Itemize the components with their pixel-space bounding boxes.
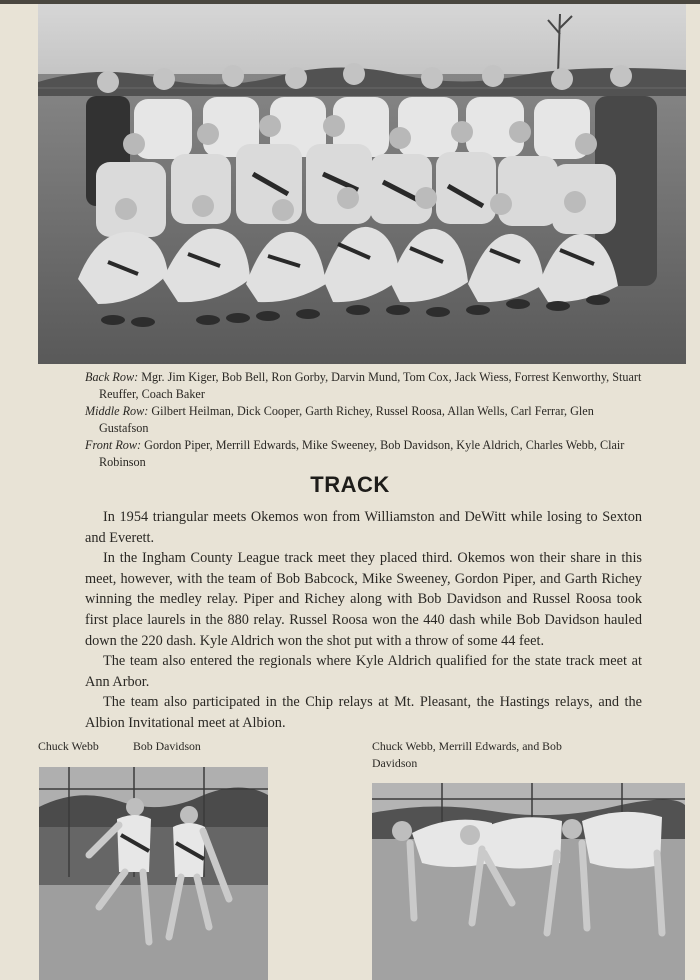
front-row-label: Front Row:	[85, 438, 142, 452]
paragraph-1: In 1954 triangular meets Okemos won from Williamston and DeWitt while losing to Sexton and Everett.	[85, 509, 642, 546]
caption-bob-davidson: Bob Davidson	[133, 739, 201, 753]
page-title: TRACK	[310, 472, 390, 497]
caption-front-row	[85, 437, 645, 471]
caption-three-runners: Chuck Webb, Merrill Edwards, and Bob Davidson	[372, 739, 562, 770]
caption-back-row	[85, 369, 645, 403]
photo-webb-davidson	[39, 767, 268, 980]
photo-webb-edwards-davidson	[372, 783, 685, 980]
team-photo	[38, 4, 686, 364]
team-photo-captions	[85, 369, 645, 471]
paragraph-2: In the Ingham County League track meet they placed third. Okemos won their share in this meet, however, with the team of Bob Babcock, Mike Sweeney, Gordon Piper, and Garth Richey winning the medley relay. Piper and Richey along with Bob Davidson and Russel Roosa took first place laurels in the 880 relay. Russel Roosa won the 440 dash while Bob Davidson hauled down the 220 dash. Kyle Aldrich won the shot put with a throw of some 44 feet.	[85, 550, 642, 649]
front-row-names: Gordon Piper, Merrill Edwards, Mike Sweeney, Bob Davidson, Kyle Aldrich, Charles Webb, Clair Robinson	[99, 438, 625, 469]
middle-row-names: Gilbert Heilman, Dick Cooper, Garth Richey, Russel Roosa, Allan Wells, Carl Ferrar, Glen Gustafson	[99, 404, 594, 435]
start-illustration	[372, 783, 685, 980]
caption-middle-row	[85, 403, 645, 437]
runners-illustration	[39, 767, 268, 980]
caption-chuck-webb: Chuck Webb	[38, 739, 99, 753]
paragraph-4: The team also participated in the Chip relays at Mt. Pleasant, the Hastings relays, and the Albion Invitational meet at Albion.	[85, 694, 642, 731]
paragraph-3: The team also entered the regionals where Kyle Aldrich qualified for the state track meet at Ann Arbor.	[85, 653, 642, 690]
team-photo-illustration	[38, 4, 686, 364]
back-row-label: Back Row:	[85, 370, 139, 384]
back-row-names: Mgr. Jim Kiger, Bob Bell, Ron Gorby, Darvin Mund, Tom Cox, Jack Wiess, Forrest Kenworthy, Stuart Reuffer, Coach Baker	[99, 370, 642, 401]
middle-row-label: Middle Row:	[85, 404, 149, 418]
article-body	[85, 507, 642, 734]
